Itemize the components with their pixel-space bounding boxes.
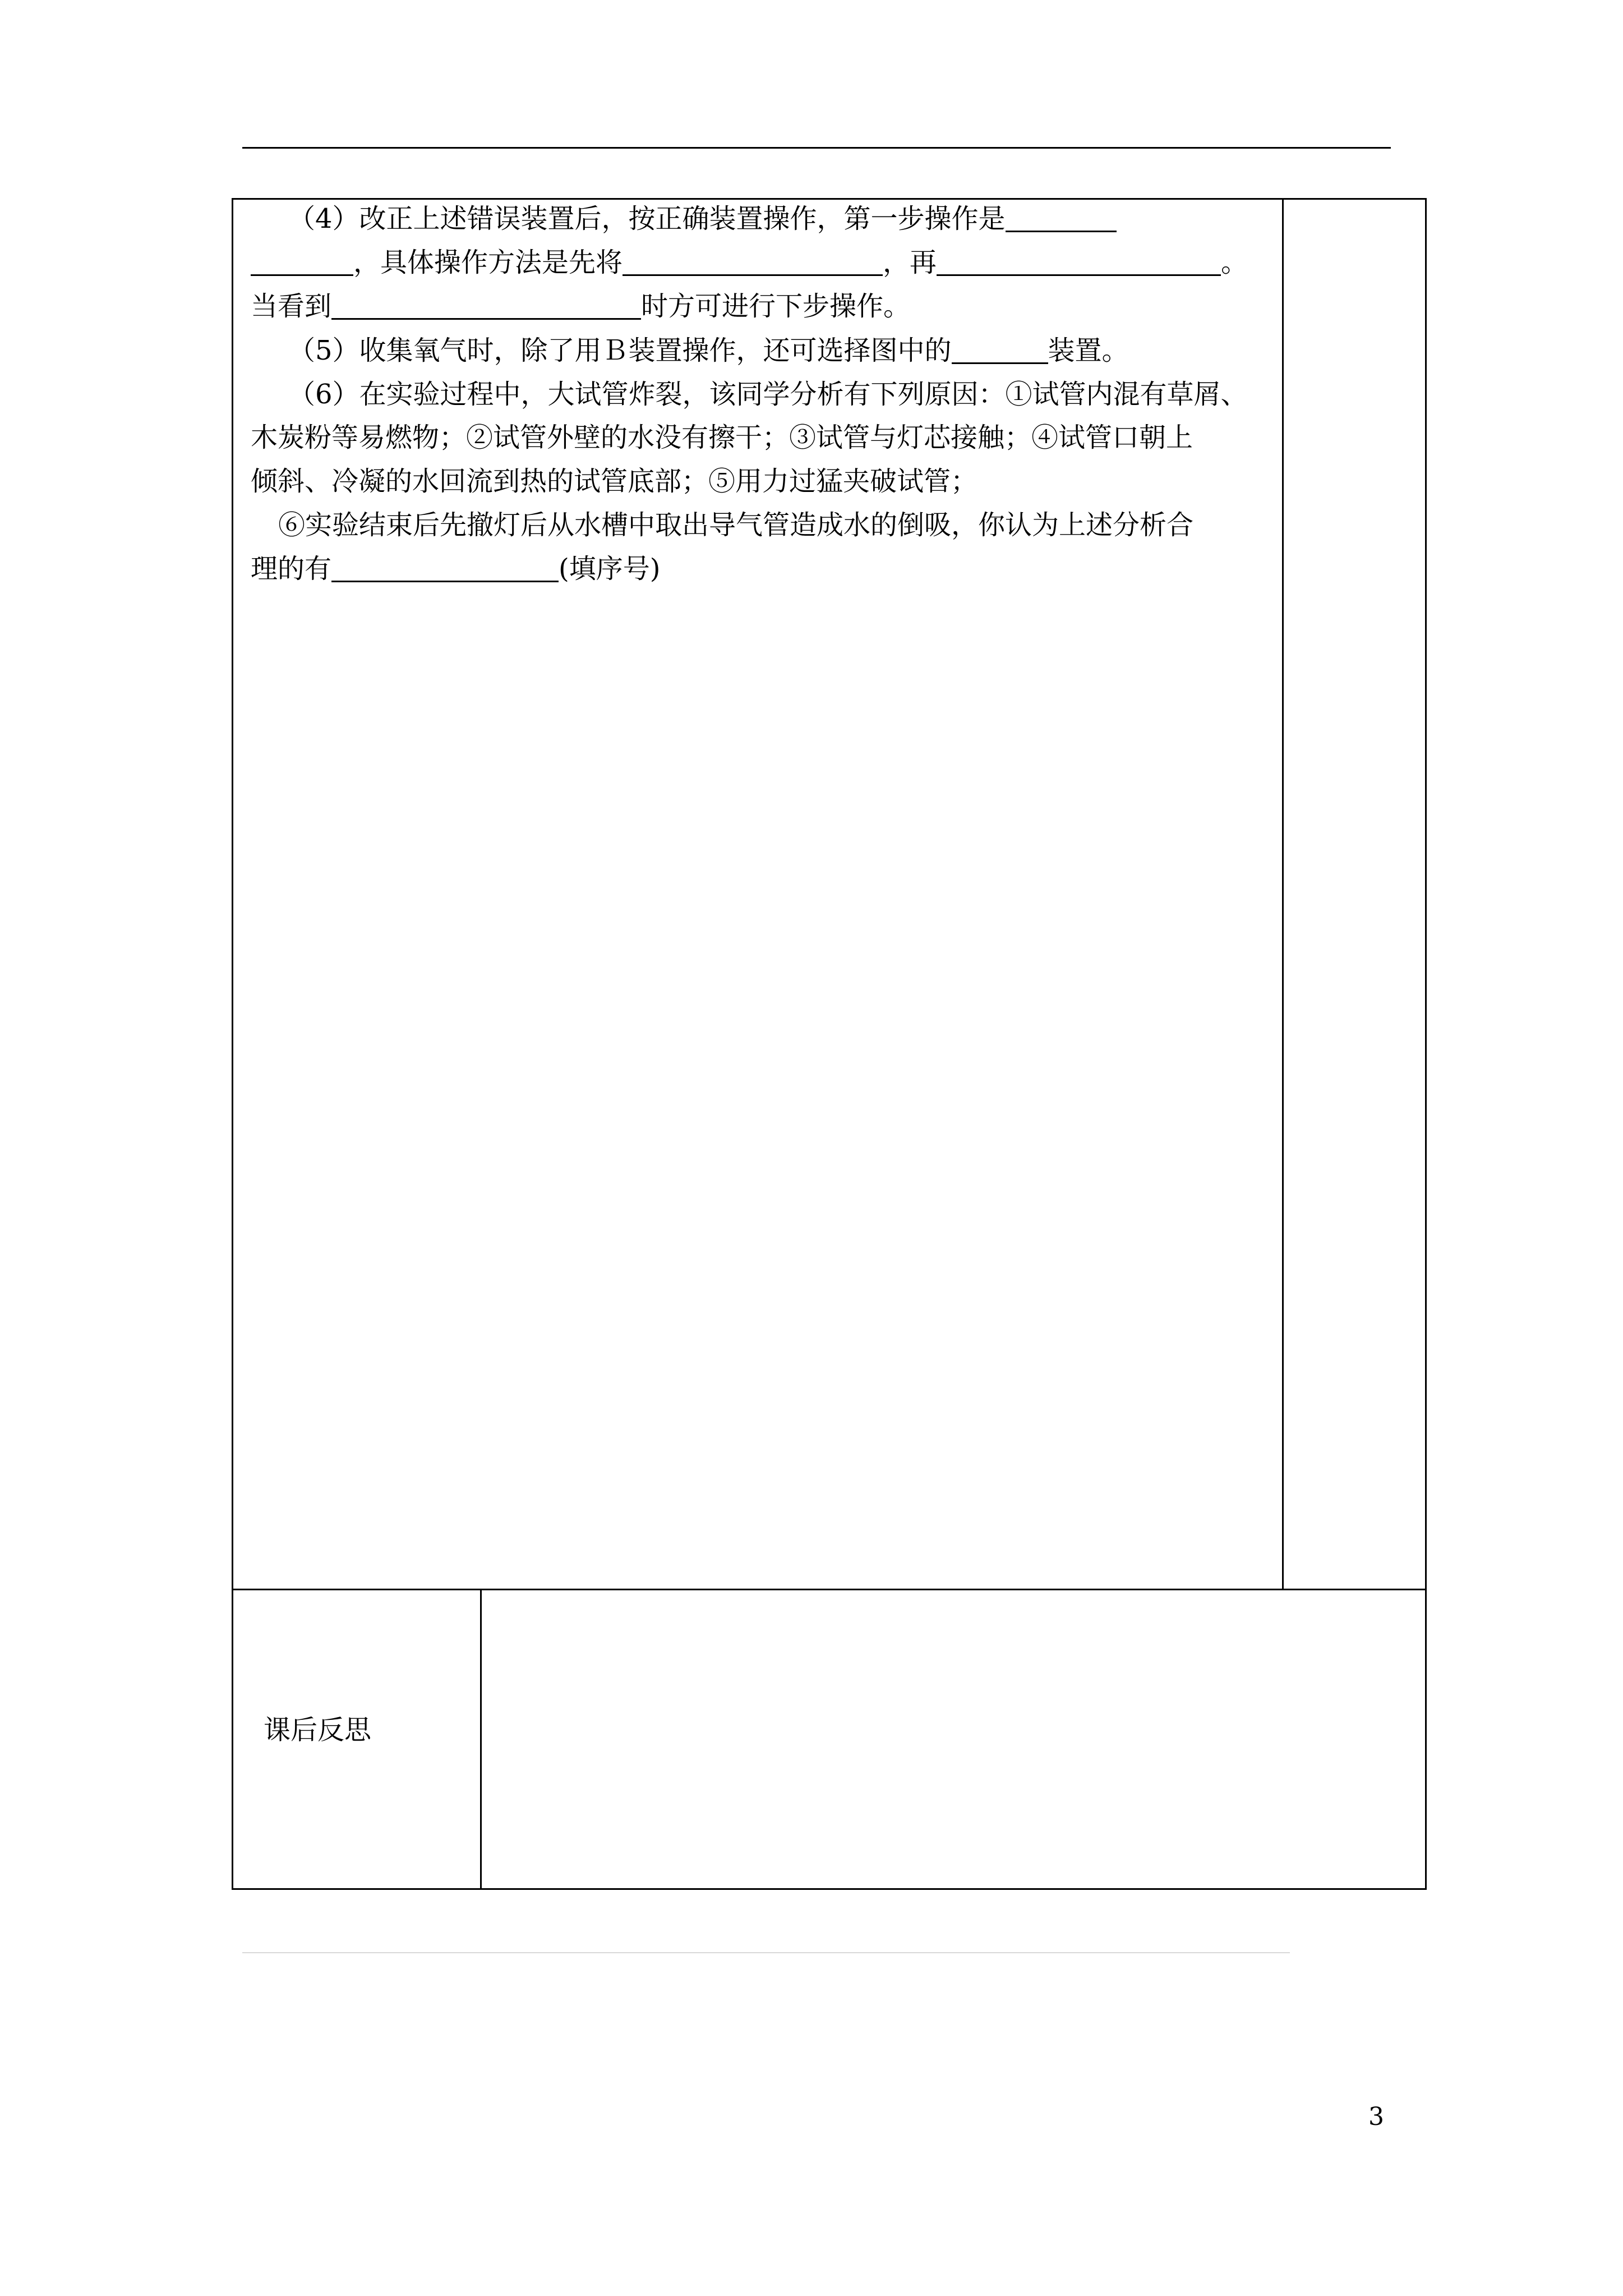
q4-blank-2[interactable] [623,247,883,276]
q6-line-5-prefix: 理的有 [251,553,332,585]
reflection-label: 课后反思 [264,1714,372,1746]
header-rule [242,147,1391,149]
q4-line-3-suffix: 时方可进行下步操作。 [641,291,911,322]
reflection-label-cell [233,1590,482,1888]
page-number: 3 [1368,2102,1384,2131]
footer-rule [242,1952,1290,1953]
q6-line-1: （6）在实验过程中，大试管炸裂，该同学分析有下列原因：①试管内混有草屑、 [288,379,1248,410]
q6-blank[interactable] [331,554,559,582]
q5-suffix: 装置。 [1048,335,1129,366]
q4-line-3 [251,291,910,323]
q6-line-3: 倾斜、冷凝的水回流到热的试管底部；⑤用力过猛夹破试管； [251,466,978,497]
q4-line-1 [288,203,1117,236]
q4-line-2 [251,247,1248,279]
q6-line-4: ⑥实验结束后先撤灯后从水槽中取出导气管造成水的倒吸，你认为上述分析合 [278,509,1194,541]
question-cell [233,200,1284,1589]
q5-line [288,335,1129,367]
q4-mid-2: ，再 [883,247,937,278]
q6-line-5-suffix: (填序号) [559,553,661,585]
q6-line-2: 木炭粉等易燃物；②试管外壁的水没有擦干；③试管与灯芯接触；④试管口朝上 [251,422,1193,453]
q4-mid-1: ，具体操作方法是先将 [353,247,623,278]
q6-line-5 [251,553,660,586]
worksheet-table [232,198,1427,1890]
reflection-row [233,1590,1425,1888]
q4-end-1: 。 [1221,247,1248,278]
q4-line-3-prefix: 当看到 [251,291,332,322]
question-row [233,200,1425,1590]
q4-blank-1-continued[interactable] [251,247,353,276]
reflection-input-area[interactable] [482,1590,1425,1888]
q5-blank[interactable] [952,335,1048,364]
q5-prefix: （5）收集氧气时，除了用Ｂ装置操作，还可选择图中的 [288,335,952,366]
q4-blank-3[interactable] [937,247,1221,276]
side-note-cell [1284,200,1425,1589]
q4-blank-1[interactable] [1006,204,1117,232]
q4-prefix: （4）改正上述错误装置后，按正确装置操作，第一步操作是 [288,203,1006,234]
q4-blank-4[interactable] [331,291,641,320]
